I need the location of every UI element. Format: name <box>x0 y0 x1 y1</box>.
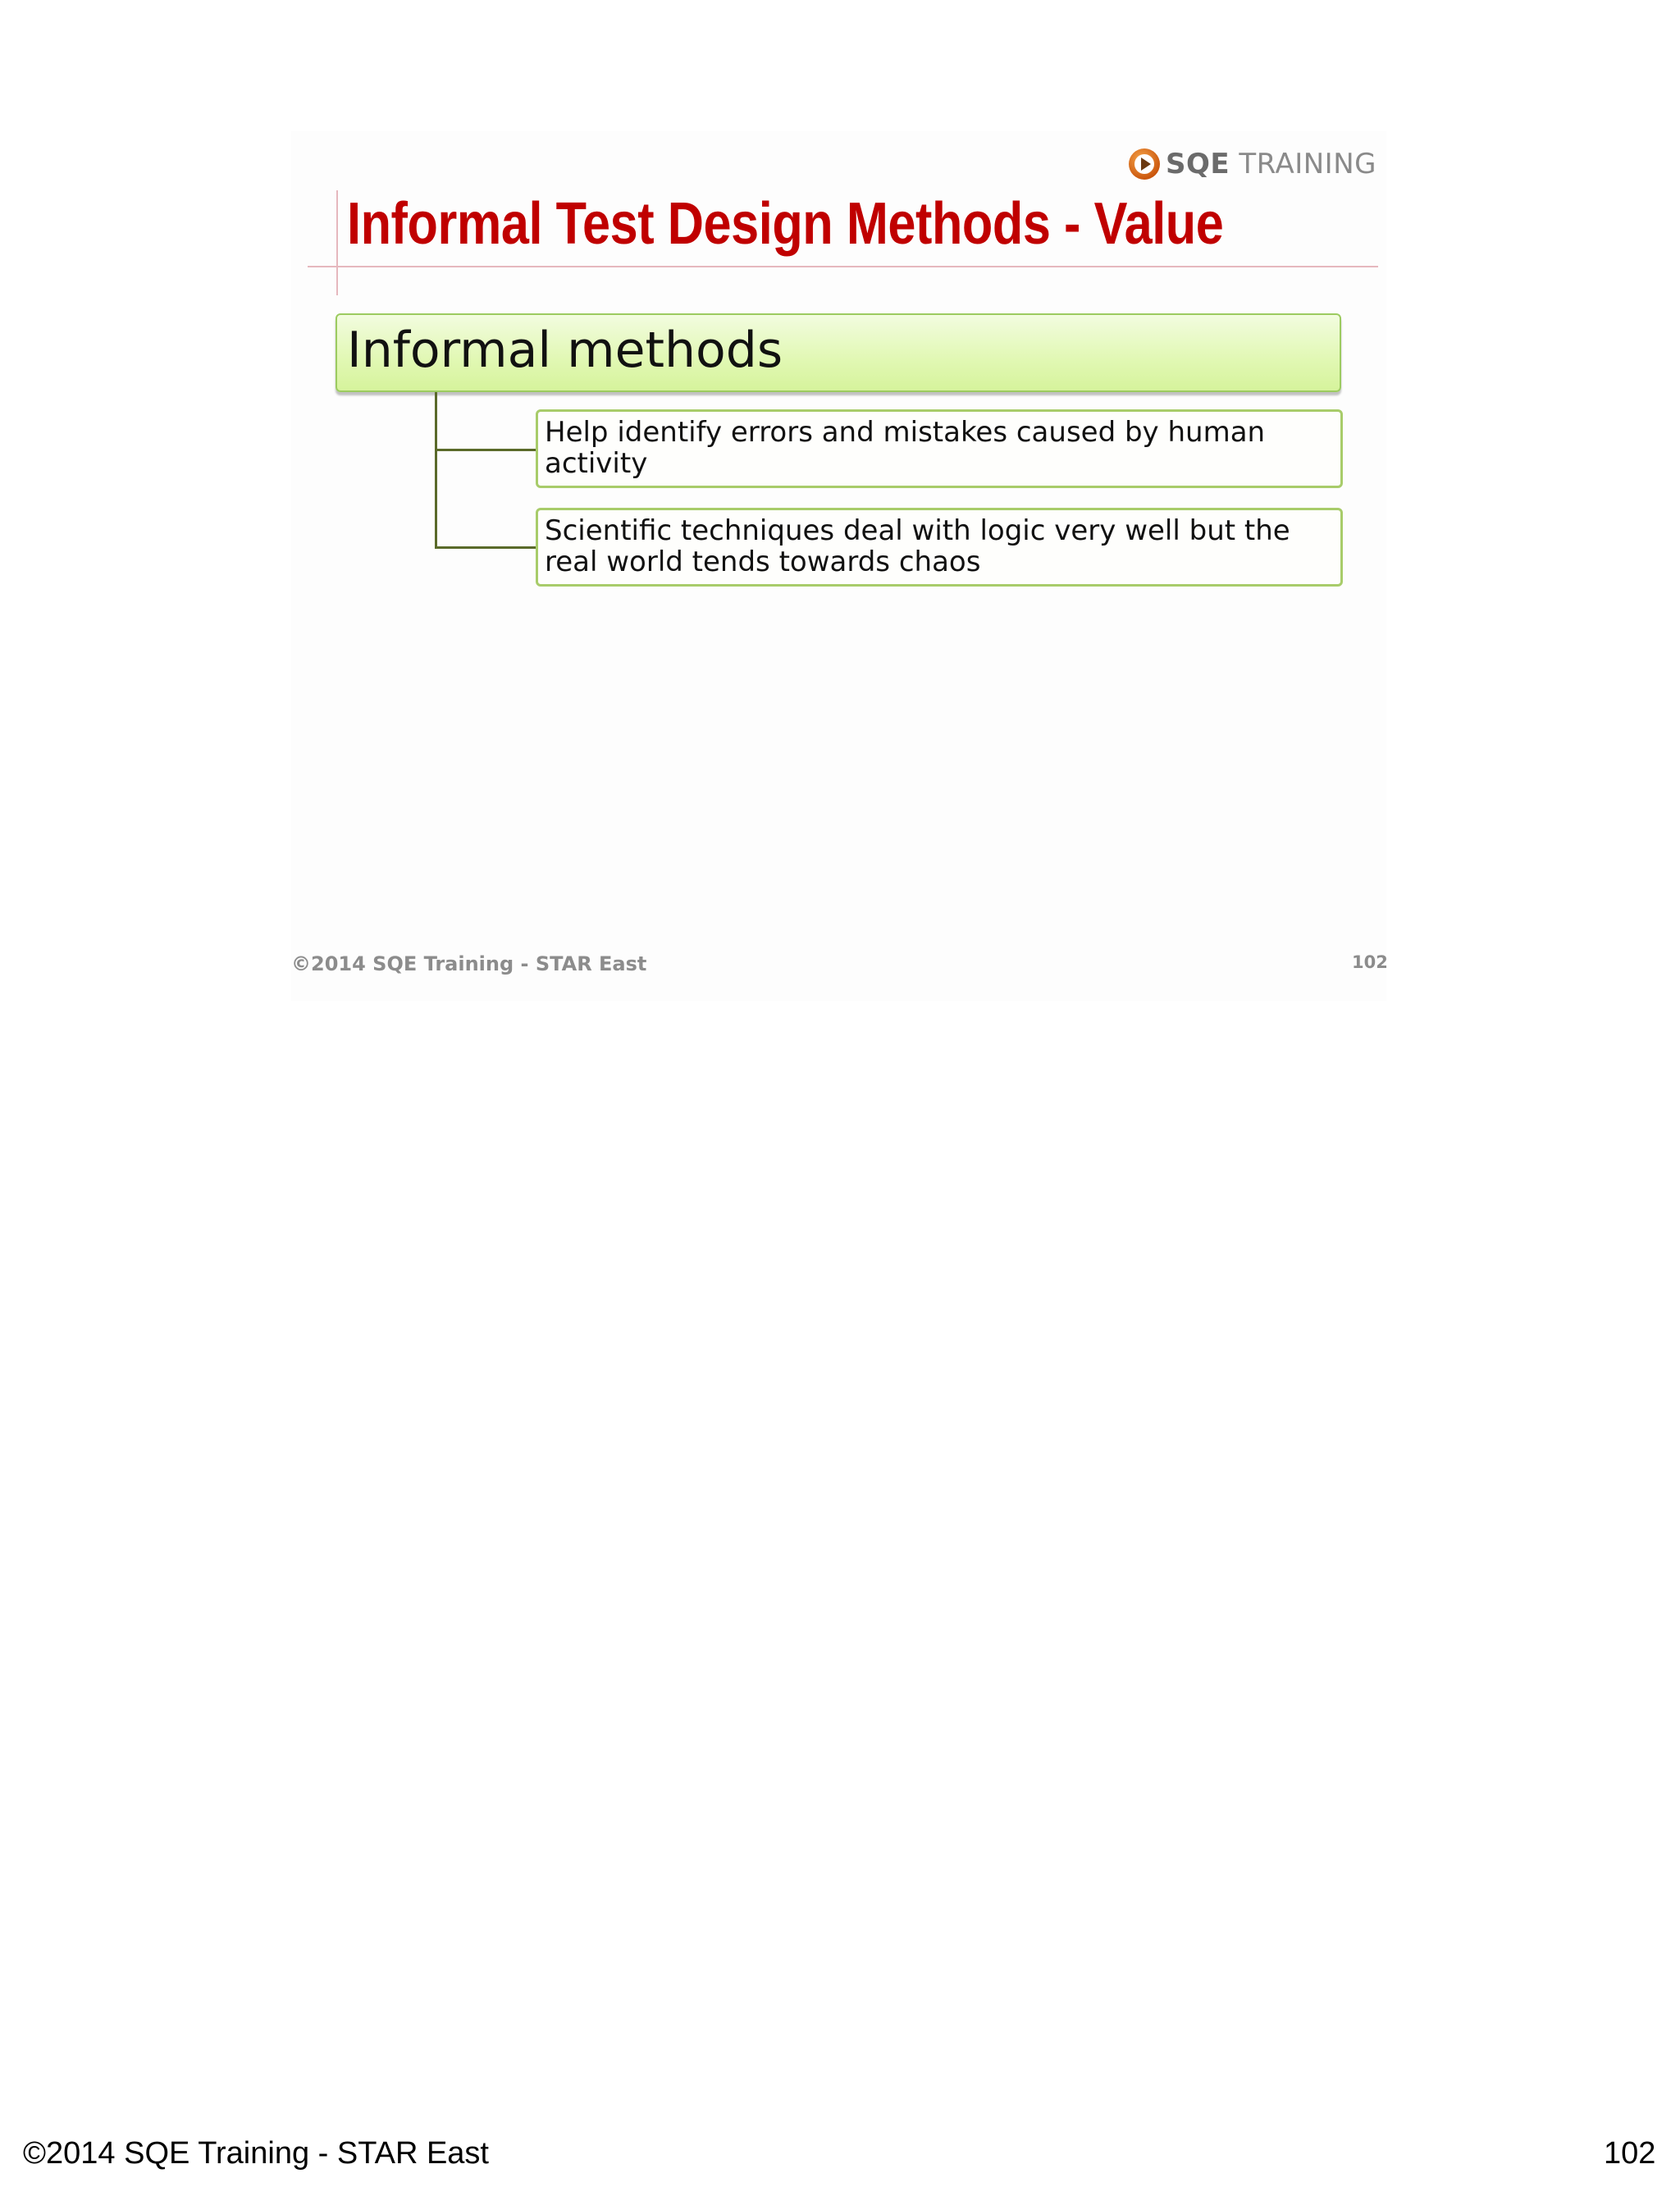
diagram-connector-branch-2 <box>435 546 536 549</box>
title-vertical-rule <box>336 190 338 295</box>
diagram-child-box-1 <box>536 409 1343 488</box>
play-circle-icon <box>1128 148 1161 180</box>
sqe-training-logo <box>1128 146 1376 182</box>
logo-brand-light: TRAINING <box>1230 148 1376 180</box>
diagram-child-text-1: Help identify errors and mistakes caused by human activity <box>545 416 1266 480</box>
diagram-child-box-2 <box>536 508 1343 587</box>
page-footer-copyright: ©2014 SQE Training - STAR East <box>23 2136 489 2171</box>
slide-footer-copyright: ©2014 SQE Training - STAR East <box>291 952 647 975</box>
slide <box>291 131 1386 1001</box>
diagram-connector-vertical <box>435 392 437 548</box>
slide-footer-page-number: 102 <box>1352 952 1388 972</box>
title-horizontal-rule <box>308 266 1378 267</box>
diagram-connector-branch-1 <box>435 449 536 451</box>
slide-title: Informal Test Design Methods - Value <box>347 191 1224 257</box>
page-footer-page-number: 102 <box>1604 2136 1656 2171</box>
diagram-child-text-2: Scientific techniques deal with logic very well but the real world tends towards chaos <box>545 514 1290 578</box>
diagram-root-label: Informal methods <box>347 322 783 379</box>
logo-brand-bold: SQE <box>1166 148 1230 180</box>
diagram-root-box <box>336 313 1341 392</box>
logo-text <box>1166 148 1376 180</box>
